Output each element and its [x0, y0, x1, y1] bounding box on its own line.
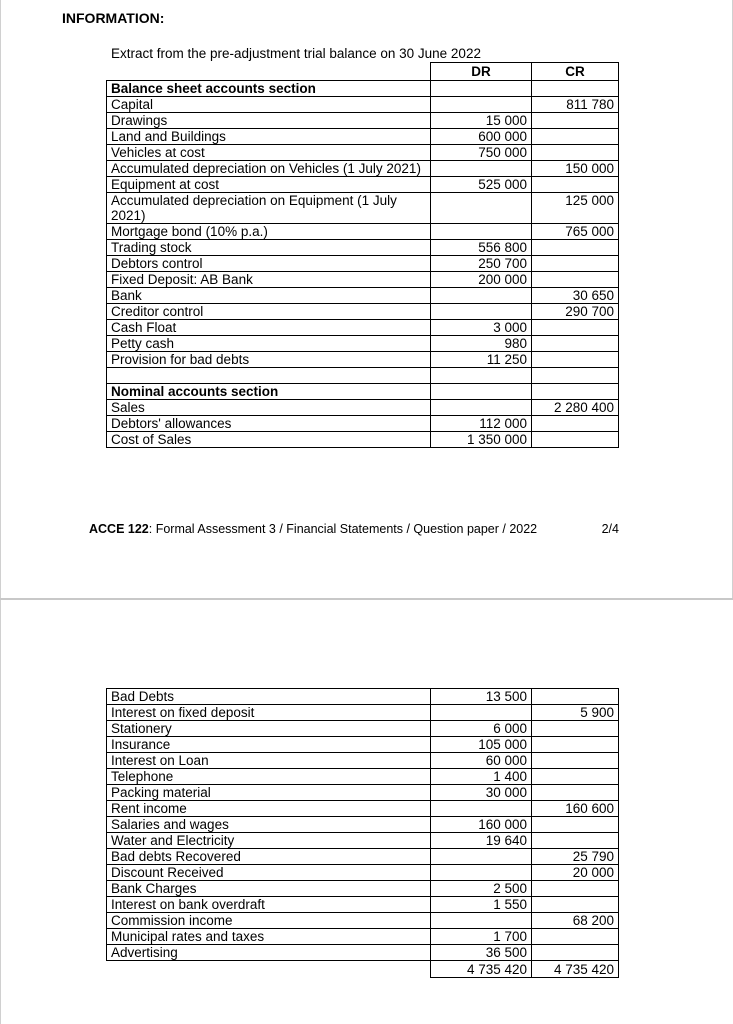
table-row: [107, 689, 619, 705]
credit-amount: [532, 817, 619, 833]
debit-amount: 60 000: [431, 753, 532, 769]
debit-amount: [431, 400, 532, 416]
table-row: [107, 929, 619, 945]
account-name: Cost of Sales: [107, 432, 431, 448]
credit-amount: 30 650: [532, 288, 619, 304]
table-row: [107, 833, 619, 849]
account-name: Cash Float: [107, 320, 431, 336]
trial-balance-body: [107, 81, 619, 448]
header-dr: DR: [431, 63, 532, 81]
account-name: Creditor control: [107, 304, 431, 320]
header-blank: [107, 63, 431, 81]
debit-amount: 556 800: [431, 240, 532, 256]
credit-amount: [532, 833, 619, 849]
table-row: [107, 97, 619, 113]
table-row: [107, 705, 619, 721]
credit-amount: [532, 352, 619, 368]
credit-amount: [532, 897, 619, 913]
blank-cell: [431, 81, 532, 97]
table-row: [107, 304, 619, 320]
credit-amount: [532, 721, 619, 737]
footer-text: : Formal Assessment 3 / Financial Statements / Question paper / 2022: [148, 522, 538, 536]
account-name: Commission income: [107, 913, 431, 929]
account-name: Mortgage bond (10% p.a.): [107, 224, 431, 240]
account-name: Interest on fixed deposit: [107, 705, 431, 721]
credit-amount: 25 790: [532, 849, 619, 865]
debit-amount: [431, 193, 532, 224]
table-row: [107, 113, 619, 129]
debit-amount: [431, 849, 532, 865]
account-name: Stationery: [107, 721, 431, 737]
credit-amount: [532, 689, 619, 705]
table-row: [107, 320, 619, 336]
account-name: Petty cash: [107, 336, 431, 352]
account-name: Insurance: [107, 737, 431, 753]
header-cr: CR: [532, 63, 619, 81]
blank-cell: [431, 368, 532, 384]
debit-amount: 1 350 000: [431, 432, 532, 448]
table-row: [107, 193, 619, 224]
credit-amount: [532, 769, 619, 785]
debit-amount: 160 000: [431, 817, 532, 833]
credit-amount: [532, 416, 619, 432]
trial-balance-table: [106, 62, 619, 448]
account-name: Packing material: [107, 785, 431, 801]
account-name: Accumulated depreciation on Equipment (1 July 2021): [107, 193, 431, 224]
account-name: Interest on bank overdraft: [107, 897, 431, 913]
credit-amount: [532, 272, 619, 288]
debit-amount: 15 000: [431, 113, 532, 129]
credit-amount: [532, 432, 619, 448]
credit-amount: [532, 929, 619, 945]
account-name: Interest on Loan: [107, 753, 431, 769]
credit-amount: [532, 129, 619, 145]
account-name: Bank: [107, 288, 431, 304]
credit-amount: [532, 753, 619, 769]
credit-amount: [532, 145, 619, 161]
table-row: [107, 721, 619, 737]
table-row: [107, 897, 619, 913]
table-row: [107, 272, 619, 288]
debit-amount: 750 000: [431, 145, 532, 161]
account-name: Municipal rates and taxes: [107, 929, 431, 945]
debit-amount: 525 000: [431, 177, 532, 193]
credit-amount: [532, 785, 619, 801]
table-row: [107, 945, 619, 961]
account-name: Accumulated depreciation on Vehicles (1 July 2021): [107, 161, 431, 177]
credit-amount: 125 000: [532, 193, 619, 224]
account-name: Land and Buildings: [107, 129, 431, 145]
credit-amount: [532, 240, 619, 256]
table-row: [107, 913, 619, 929]
page-break-divider: [0, 598, 733, 600]
account-name: Telephone: [107, 769, 431, 785]
debit-amount: [431, 801, 532, 817]
account-name: Water and Electricity: [107, 833, 431, 849]
credit-amount: [532, 336, 619, 352]
account-name: Sales: [107, 400, 431, 416]
table-row: [107, 256, 619, 272]
table-row: [107, 145, 619, 161]
account-name: Bank Charges: [107, 881, 431, 897]
debit-amount: 3 000: [431, 320, 532, 336]
blank-cell: [532, 368, 619, 384]
debit-amount: [431, 224, 532, 240]
spacer-row: [107, 368, 619, 384]
blank-cell: [107, 961, 431, 978]
credit-amount: 5 900: [532, 705, 619, 721]
credit-amount: 20 000: [532, 865, 619, 881]
account-name: Debtors control: [107, 256, 431, 272]
account-name: Advertising: [107, 945, 431, 961]
totals-row: [107, 961, 619, 978]
table-caption: Extract from the pre-adjustment trial balance on 30 June 2022: [111, 46, 481, 61]
credit-amount: 150 000: [532, 161, 619, 177]
debit-amount: 11 250: [431, 352, 532, 368]
table-row: [107, 400, 619, 416]
credit-amount: 811 780: [532, 97, 619, 113]
table-row: [107, 224, 619, 240]
account-name: Discount Received: [107, 865, 431, 881]
account-name: Salaries and wages: [107, 817, 431, 833]
account-name: Bad debts Recovered: [107, 849, 431, 865]
blank-cell: [107, 368, 431, 384]
account-name: Debtors' allowances: [107, 416, 431, 432]
table-row: [107, 161, 619, 177]
debit-amount: [431, 161, 532, 177]
debit-amount: 1 700: [431, 929, 532, 945]
blank-cell: [532, 81, 619, 97]
debit-amount: 105 000: [431, 737, 532, 753]
table-row: [107, 432, 619, 448]
debit-amount: 36 500: [431, 945, 532, 961]
debit-amount: 200 000: [431, 272, 532, 288]
credit-amount: 2 280 400: [532, 400, 619, 416]
table-row: [107, 865, 619, 881]
table-row: [107, 416, 619, 432]
table-row: [107, 737, 619, 753]
table-row: [107, 849, 619, 865]
credit-amount: [532, 881, 619, 897]
table-row: [107, 177, 619, 193]
table-row: [107, 288, 619, 304]
credit-amount: 68 200: [532, 913, 619, 929]
trial-balance-table-continued: [106, 688, 619, 978]
table-row: [107, 785, 619, 801]
credit-amount: [532, 945, 619, 961]
debit-amount: 250 700: [431, 256, 532, 272]
credit-amount: [532, 320, 619, 336]
debit-amount: [431, 913, 532, 929]
trial-balance-continued-body: [107, 689, 619, 978]
account-name: Drawings: [107, 113, 431, 129]
account-name: Provision for bad debts: [107, 352, 431, 368]
account-name: Capital: [107, 97, 431, 113]
footer-page-number: 2/4: [601, 522, 619, 536]
debit-amount: 19 640: [431, 833, 532, 849]
table-row: [107, 769, 619, 785]
page-heading: INFORMATION:: [62, 10, 165, 26]
table-row: [107, 801, 619, 817]
debit-amount: [431, 288, 532, 304]
table-row: [107, 881, 619, 897]
credit-amount: 290 700: [532, 304, 619, 320]
credit-amount: 160 600: [532, 801, 619, 817]
debit-amount: 600 000: [431, 129, 532, 145]
footer-course: ACCE 122: [89, 522, 149, 536]
debit-amount: [431, 304, 532, 320]
account-name: Rent income: [107, 801, 431, 817]
credit-amount: [532, 113, 619, 129]
account-name: Vehicles at cost: [107, 145, 431, 161]
account-name: Fixed Deposit: AB Bank: [107, 272, 431, 288]
section-title: Balance sheet accounts section: [107, 81, 431, 97]
credit-amount: [532, 256, 619, 272]
table-row: [107, 240, 619, 256]
credit-amount: [532, 177, 619, 193]
credit-amount: 765 000: [532, 224, 619, 240]
table-row: [107, 129, 619, 145]
page-footer: [89, 522, 619, 536]
section-title: Nominal accounts section: [107, 384, 431, 400]
page-edge-left: [0, 0, 1, 1024]
debit-amount: [431, 865, 532, 881]
debit-amount: 30 000: [431, 785, 532, 801]
table-row: [107, 817, 619, 833]
section-balance-sheet: [107, 81, 619, 97]
section-nominal: [107, 384, 619, 400]
account-name: Bad Debts: [107, 689, 431, 705]
debit-amount: 2 500: [431, 881, 532, 897]
debit-amount: 1 550: [431, 897, 532, 913]
table-row: [107, 753, 619, 769]
debit-amount: [431, 97, 532, 113]
blank-cell: [431, 384, 532, 400]
debit-amount: 13 500: [431, 689, 532, 705]
debit-amount: 4 735 420: [431, 961, 532, 978]
table-row: [107, 336, 619, 352]
blank-cell: [532, 384, 619, 400]
account-name: Equipment at cost: [107, 177, 431, 193]
account-name: Trading stock: [107, 240, 431, 256]
credit-amount: 4 735 420: [532, 961, 619, 978]
credit-amount: [532, 737, 619, 753]
debit-amount: 980: [431, 336, 532, 352]
debit-amount: 112 000: [431, 416, 532, 432]
debit-amount: 6 000: [431, 721, 532, 737]
table-row: [107, 352, 619, 368]
debit-amount: [431, 705, 532, 721]
debit-amount: 1 400: [431, 769, 532, 785]
